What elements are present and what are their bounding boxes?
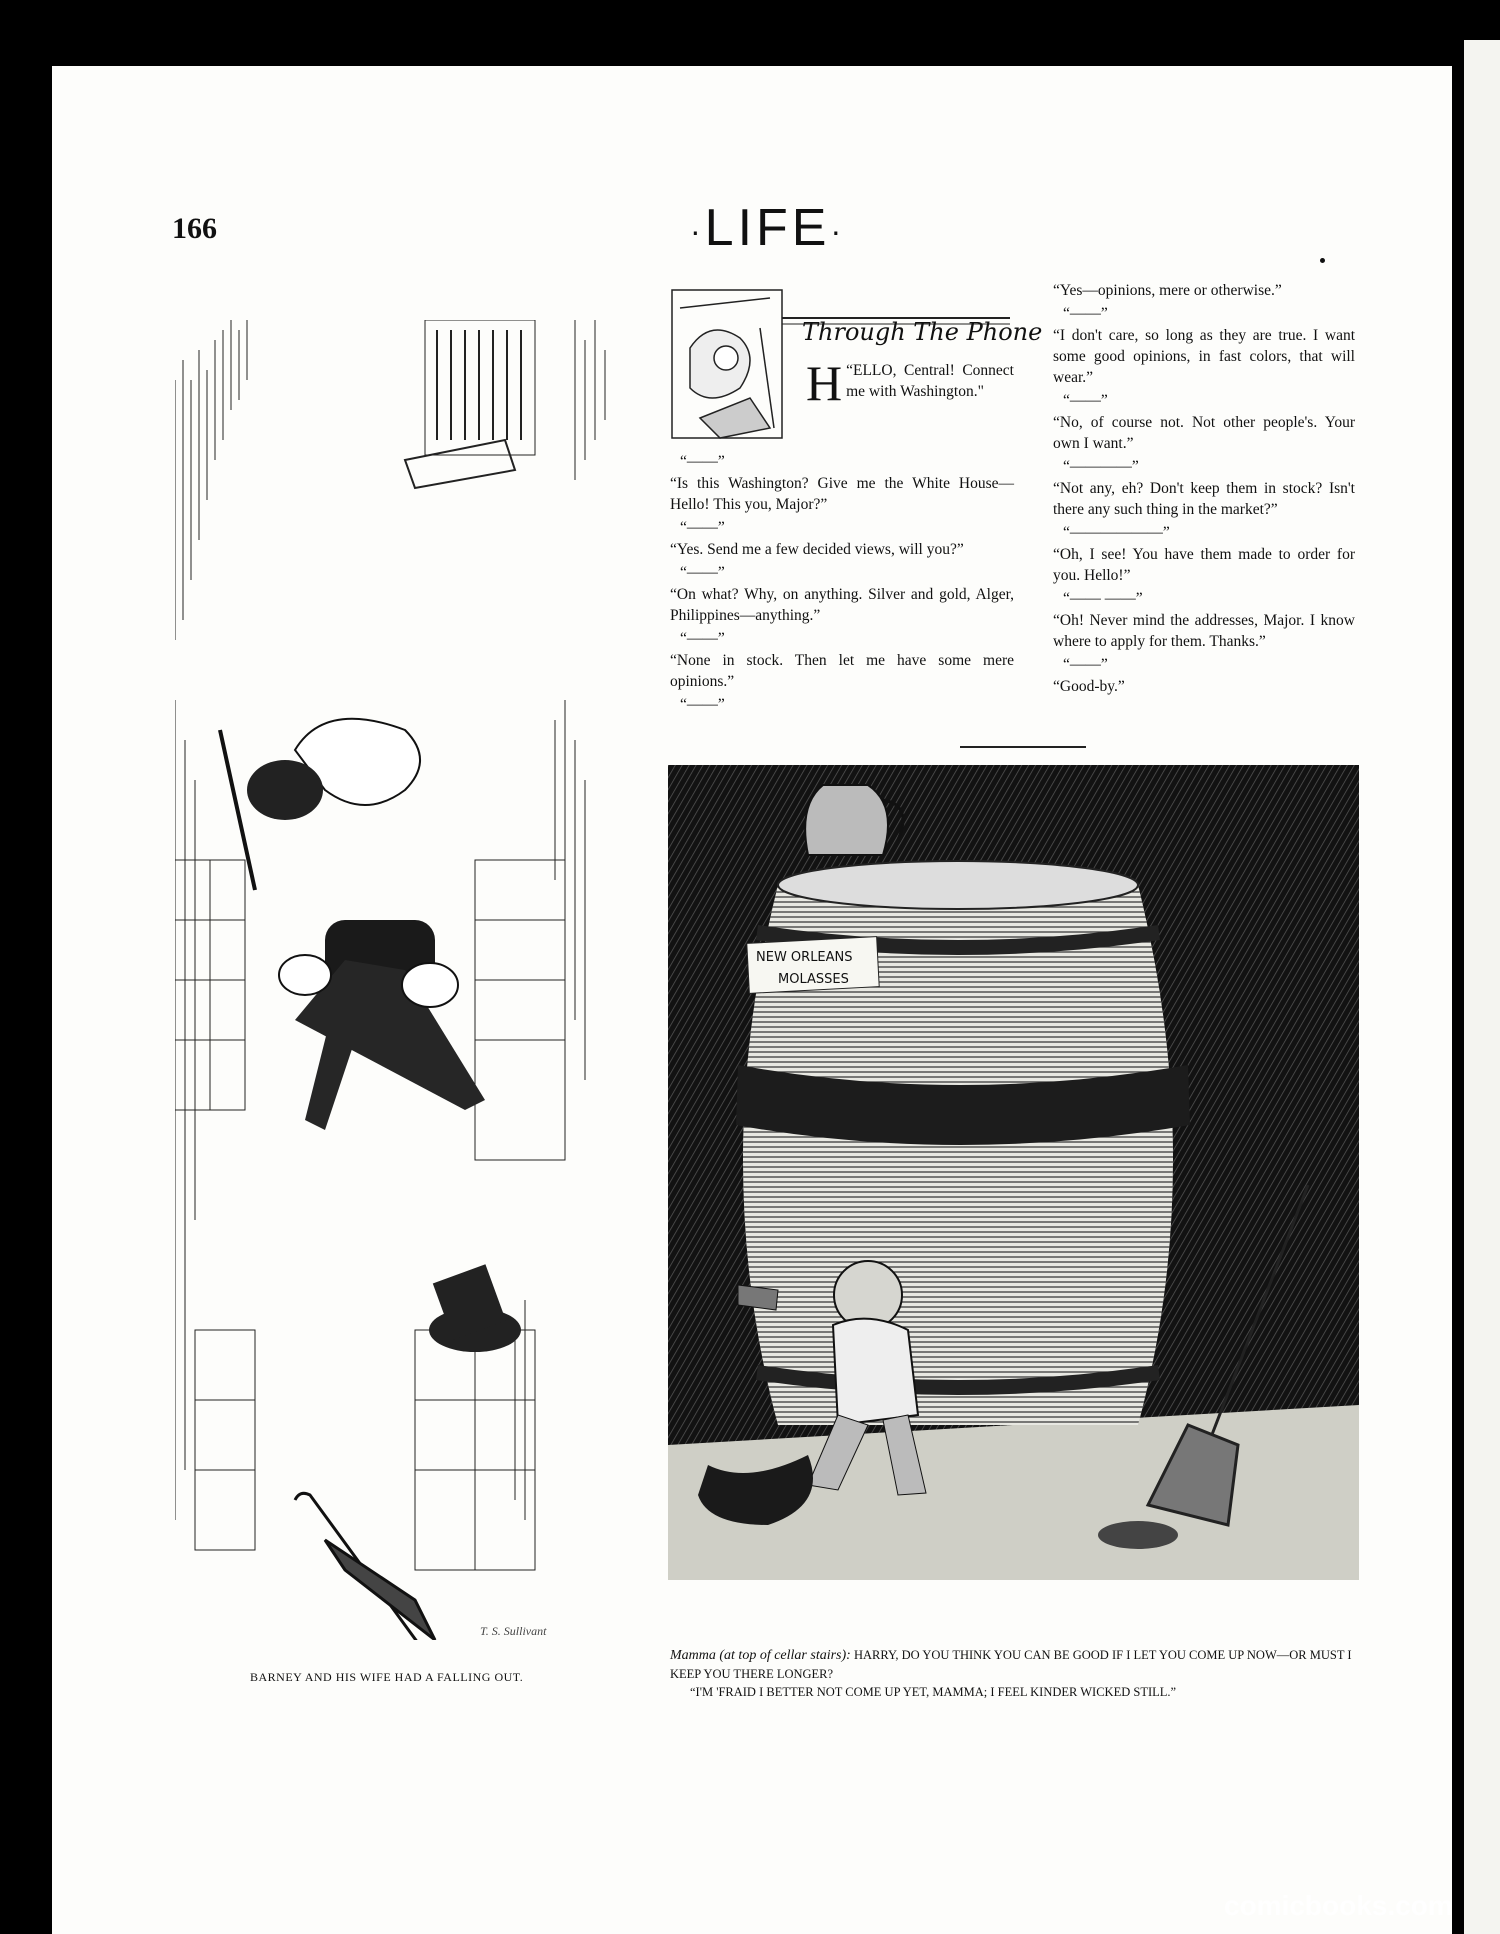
left-caption: BARNEY AND HIS WIFE HAD A FALLING OUT. (250, 1670, 524, 1684)
top-hat-falling (429, 1264, 521, 1352)
article-paragraph: “Oh! Never mind the addresses, Major. I know where to apply for them. Thanks.” (1053, 612, 1355, 650)
article-paragraph: “Not any, eh? Don't keep them in stock? Isn't there any such thing in the market?” (1053, 480, 1355, 518)
umbrella-falling (295, 1493, 445, 1640)
print-speck (1320, 258, 1325, 263)
lower-left-window (195, 1330, 255, 1550)
artist-signature: T. S. Sullivant (480, 1624, 547, 1638)
article-column-right (1053, 280, 1355, 703)
barrel-spigot (738, 1285, 778, 1310)
dash-line: “——” (1063, 656, 1108, 673)
dropcap: H (806, 355, 843, 411)
article-paragraph: “None in stock. Then let me have some mere opinions.” (670, 652, 1014, 690)
dash-line: “——” (680, 564, 725, 581)
article-paragraph: “Good-by.” (1053, 678, 1125, 695)
barney-figure (279, 920, 485, 1130)
article-title: Through The Phone (802, 318, 1043, 346)
falling-out-drawing (175, 320, 640, 1640)
dash-line: “——” (680, 630, 725, 647)
article-paragraph: “No, of course not. Not other people's. Your own I want.” (1053, 414, 1355, 452)
right-window (475, 860, 565, 1160)
barrel-label-line2: MOLASSES (778, 972, 849, 987)
masthead-dot-right: · (830, 212, 846, 249)
article-paragraph: “On what? Why, on anything. Silver and gold, Alger, Philippines—anything.” (670, 586, 1014, 624)
caption-speaker: Mamma (at top of cellar stairs): (670, 1648, 851, 1663)
page-number: 166 (172, 212, 217, 245)
falling-out-illustration (175, 320, 640, 1640)
intro-quote: “ (846, 362, 853, 379)
molasses-barrel (736, 861, 1190, 1425)
dash-line: “——” (1063, 305, 1108, 322)
masthead-dot-left: · (690, 212, 705, 249)
article-paragraph: “I don't care, so long as they are true. I want some good opinions, in fast colors, that will wear.” (1053, 327, 1355, 386)
window-sill (405, 440, 515, 488)
dash-line: “——————” (1063, 524, 1170, 541)
section-rule (960, 746, 1086, 748)
dash-line: “——” (680, 519, 725, 536)
bowl-icon (1098, 1521, 1178, 1549)
dash-line: “——” (1063, 392, 1108, 409)
article-column-left (670, 455, 1014, 716)
watermark: comicbooks.com (1224, 1890, 1453, 1921)
wife-broom (220, 730, 255, 890)
facing-page-edge (1464, 40, 1500, 1934)
dash-line: “—— ——” (1063, 590, 1143, 607)
barrel-label-line1: NEW ORLEANS (756, 950, 853, 965)
cellar-caption (670, 1646, 1360, 1701)
masthead-title: LIFE (704, 199, 831, 257)
cellar-drawing (668, 765, 1359, 1580)
dash-line: “——” (680, 696, 725, 713)
article-paragraph: “Is this Washington? Give me the White House—Hello! This you, Major?” (670, 475, 1014, 513)
masthead (690, 198, 845, 258)
article-paragraph: “Yes—opinions, mere or otherwise.” (1053, 282, 1282, 299)
wife-figure (220, 719, 420, 890)
dash-line: “————” (1063, 458, 1139, 475)
caption-line-1 (670, 1646, 1360, 1683)
article-intro (806, 355, 1014, 411)
caption-question: HARRY, DO YOU THINK YOU CAN BE GOOD IF I LET YOU COME UP NOW—OR MUST I KEEP YOU THERE LONGER? (670, 1648, 1352, 1681)
intro-text: ELLO, Central! Connect me with Washington." (846, 362, 1014, 400)
article-paragraph: “Oh, I see! You have them made to order for you. Hello!” (1053, 546, 1355, 584)
dash-line: “——” (680, 453, 725, 470)
cellar-illustration (668, 765, 1359, 1580)
caption-line-2: “I'M 'FRAID I BETTER NOT COME UP YET, MAMMA; I FEEL KINDER WICKED STILL.” (690, 1685, 1177, 1699)
article-paragraph: “Yes. Send me a few decided views, will you?” (670, 541, 964, 558)
